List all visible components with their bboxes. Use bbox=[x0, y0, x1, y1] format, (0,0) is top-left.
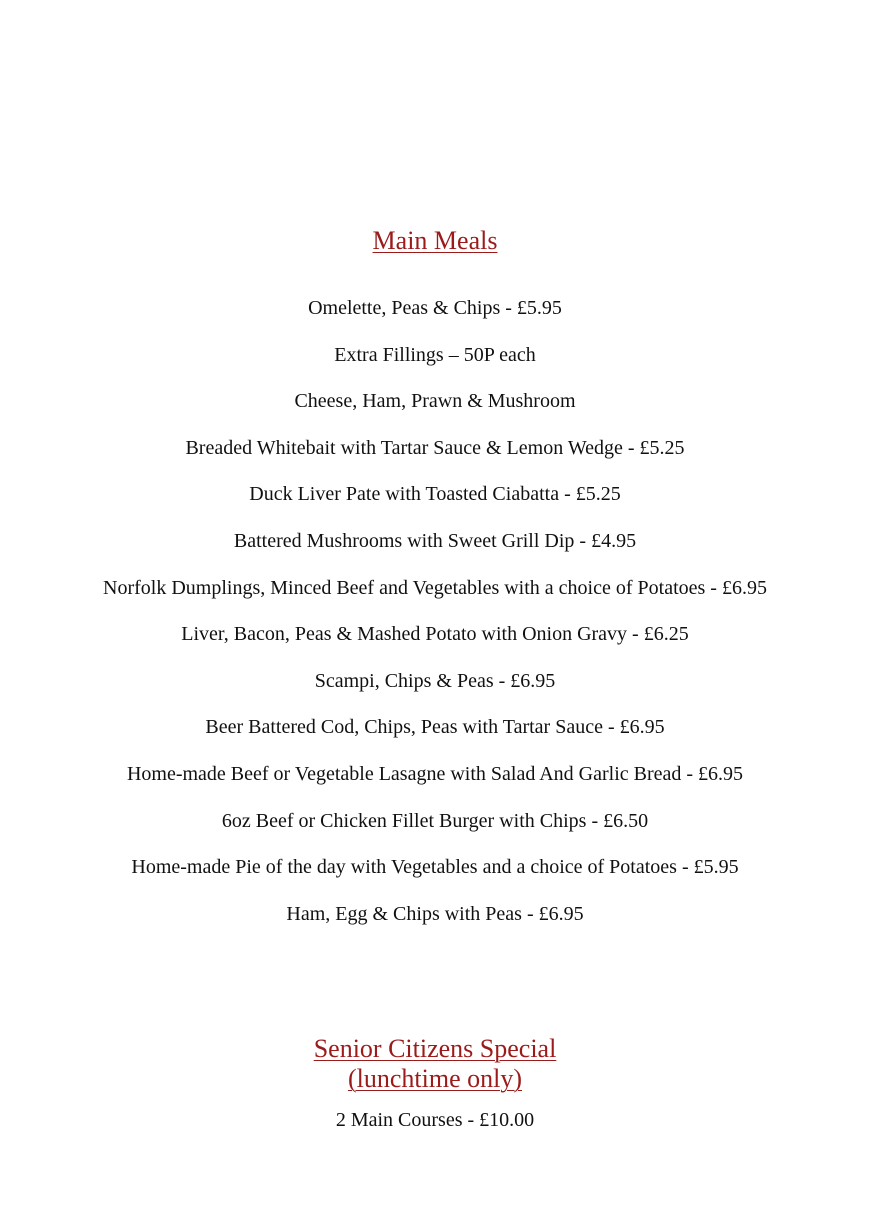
senior-special-offer: 2 Main Courses - £10.00 bbox=[335, 1109, 535, 1131]
menu-item: Duck Liver Pate with Toasted Ciabatta - £5.25 bbox=[249, 483, 621, 506]
senior-special-heading: Senior Citizens Special bbox=[313, 1034, 557, 1063]
main-meals-list bbox=[60, 297, 810, 949]
menu-item: Liver, Bacon, Peas & Mashed Potato with Onion Gravy - £6.25 bbox=[181, 623, 689, 646]
menu-item: 6oz Beef or Chicken Fillet Burger with Chips - £6.50 bbox=[221, 809, 649, 832]
menu-item: Norfolk Dumplings, Minced Beef and Vegetables with a choice of Potatoes - £6.95 bbox=[103, 576, 767, 599]
menu-item: Scampi, Chips & Peas - £6.95 bbox=[314, 669, 556, 692]
menu-item: Battered Mushrooms with Sweet Grill Dip - £4.95 bbox=[233, 529, 637, 552]
menu-item: Home-made Beef or Vegetable Lasagne with Salad And Garlic Bread - £6.95 bbox=[126, 762, 744, 785]
senior-special-subheading: (lunchtime only) bbox=[347, 1064, 522, 1093]
main-meals-heading: Main Meals bbox=[372, 226, 498, 255]
menu-item: Omelette, Peas & Chips - £5.95 bbox=[308, 297, 562, 319]
menu-item: Ham, Egg & Chips with Peas - £6.95 bbox=[286, 902, 584, 925]
menu-item: Home-made Pie of the day with Vegetables and a choice of Potatoes - £5.95 bbox=[131, 856, 739, 879]
menu-item: Cheese, Ham, Prawn & Mushroom bbox=[294, 390, 576, 413]
menu-item: Beer Battered Cod, Chips, Peas with Tartar Sauce - £6.95 bbox=[205, 716, 665, 739]
menu-item: Extra Fillings – 50P each bbox=[334, 343, 536, 366]
menu-item: Breaded Whitebait with Tartar Sauce & Lemon Wedge - £5.25 bbox=[185, 436, 685, 459]
